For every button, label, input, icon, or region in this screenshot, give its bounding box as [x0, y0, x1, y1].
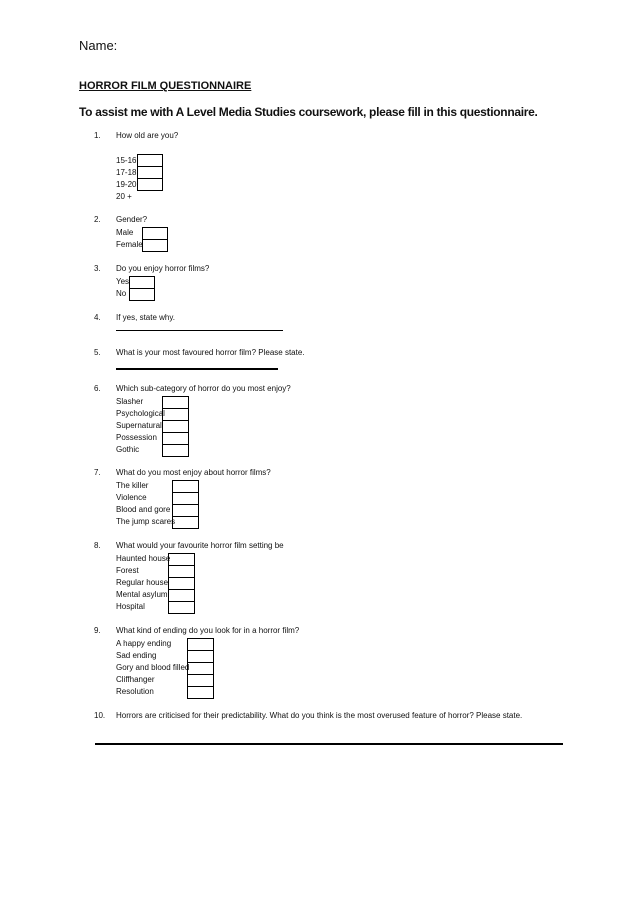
question-2-number: 2.	[94, 215, 101, 224]
q6-checkbox[interactable]	[162, 444, 189, 457]
q5-answer-line[interactable]	[116, 368, 278, 370]
q9-option-label: Sad ending	[116, 651, 157, 660]
question-2-text: Gender?	[116, 215, 148, 224]
q2-option-label: Male	[116, 228, 134, 237]
q8-option-label: Haunted house	[116, 554, 171, 563]
q1-checkbox[interactable]	[137, 178, 163, 191]
question-7-text: What do you most enjoy about horror films?	[116, 468, 271, 477]
q2-checkbox[interactable]	[142, 239, 168, 252]
question-3-number: 3.	[94, 264, 101, 273]
q3-checkbox[interactable]	[129, 288, 155, 301]
q9-option-label: Cliffhanger	[116, 675, 155, 684]
q7-option-label: The jump scares	[116, 517, 176, 526]
q6-option-label: Psychological	[116, 409, 165, 418]
q10-answer-line[interactable]	[95, 743, 563, 745]
q8-option-label: Mental asylum	[116, 590, 168, 599]
q2-option-label: Female	[116, 240, 143, 249]
q6-option-label: Slasher	[116, 397, 144, 406]
q1-option-label: 20 +	[116, 192, 132, 201]
q9-option-label: Gory and blood filled	[116, 663, 190, 672]
q1-option-label: 17-18	[116, 168, 137, 177]
q8-option-label: Regular house	[116, 578, 169, 587]
question-10-number: 10.	[94, 711, 106, 720]
q1-option-label: 15-16	[116, 156, 137, 165]
q7-option-label: Blood and gore	[116, 505, 171, 514]
q8-option-label: Forest	[116, 566, 139, 575]
q1-option-label: 19-20	[116, 180, 137, 189]
question-5-number: 5.	[94, 348, 101, 357]
q4-answer-line[interactable]	[116, 330, 283, 331]
q9-checkbox[interactable]	[187, 686, 214, 699]
q7-option-label: Violence	[116, 493, 147, 502]
question-4-text: If yes, state why.	[116, 313, 175, 322]
q8-option-label: Hospital	[116, 602, 145, 611]
question-1-text: How old are you?	[116, 131, 179, 140]
questionnaire-title: HORROR FILM QUESTIONNAIRE	[79, 80, 252, 92]
question-1-number: 1.	[94, 131, 101, 140]
question-5-text: What is your most favoured horror film? Please state.	[116, 348, 305, 357]
question-10-text: Horrors are criticised for their predictability. What do you think is the most overused feature of horror? Please state.	[116, 711, 523, 720]
q6-option-label: Supernatural	[116, 421, 162, 430]
q3-option-label: No	[116, 289, 127, 298]
q9-option-label: A happy ending	[116, 639, 172, 648]
q6-option-label: Possession	[116, 433, 157, 442]
q3-option-label: Yes	[116, 277, 130, 286]
question-3-text: Do you enjoy horror films?	[116, 264, 210, 273]
question-6-text: Which sub-category of horror do you most enjoy?	[116, 384, 291, 393]
intro-text: To assist me with A Level Media Studies coursework, please fill in this questionnaire.	[79, 105, 538, 119]
question-6-number: 6.	[94, 384, 101, 393]
question-4-number: 4.	[94, 313, 101, 322]
q8-checkbox[interactable]	[168, 601, 195, 614]
question-7-number: 7.	[94, 468, 101, 477]
q7-checkbox[interactable]	[172, 516, 199, 529]
name-label: Name:	[79, 38, 118, 53]
question-8-number: 8.	[94, 541, 101, 550]
question-9-number: 9.	[94, 626, 101, 635]
q6-option-label: Gothic	[116, 445, 140, 454]
q7-option-label: The killer	[116, 481, 149, 490]
question-8-text: What would your favourite horror film setting be	[116, 541, 284, 550]
question-9-text: What kind of ending do you look for in a horror film?	[116, 626, 300, 635]
q9-option-label: Resolution	[116, 687, 154, 696]
